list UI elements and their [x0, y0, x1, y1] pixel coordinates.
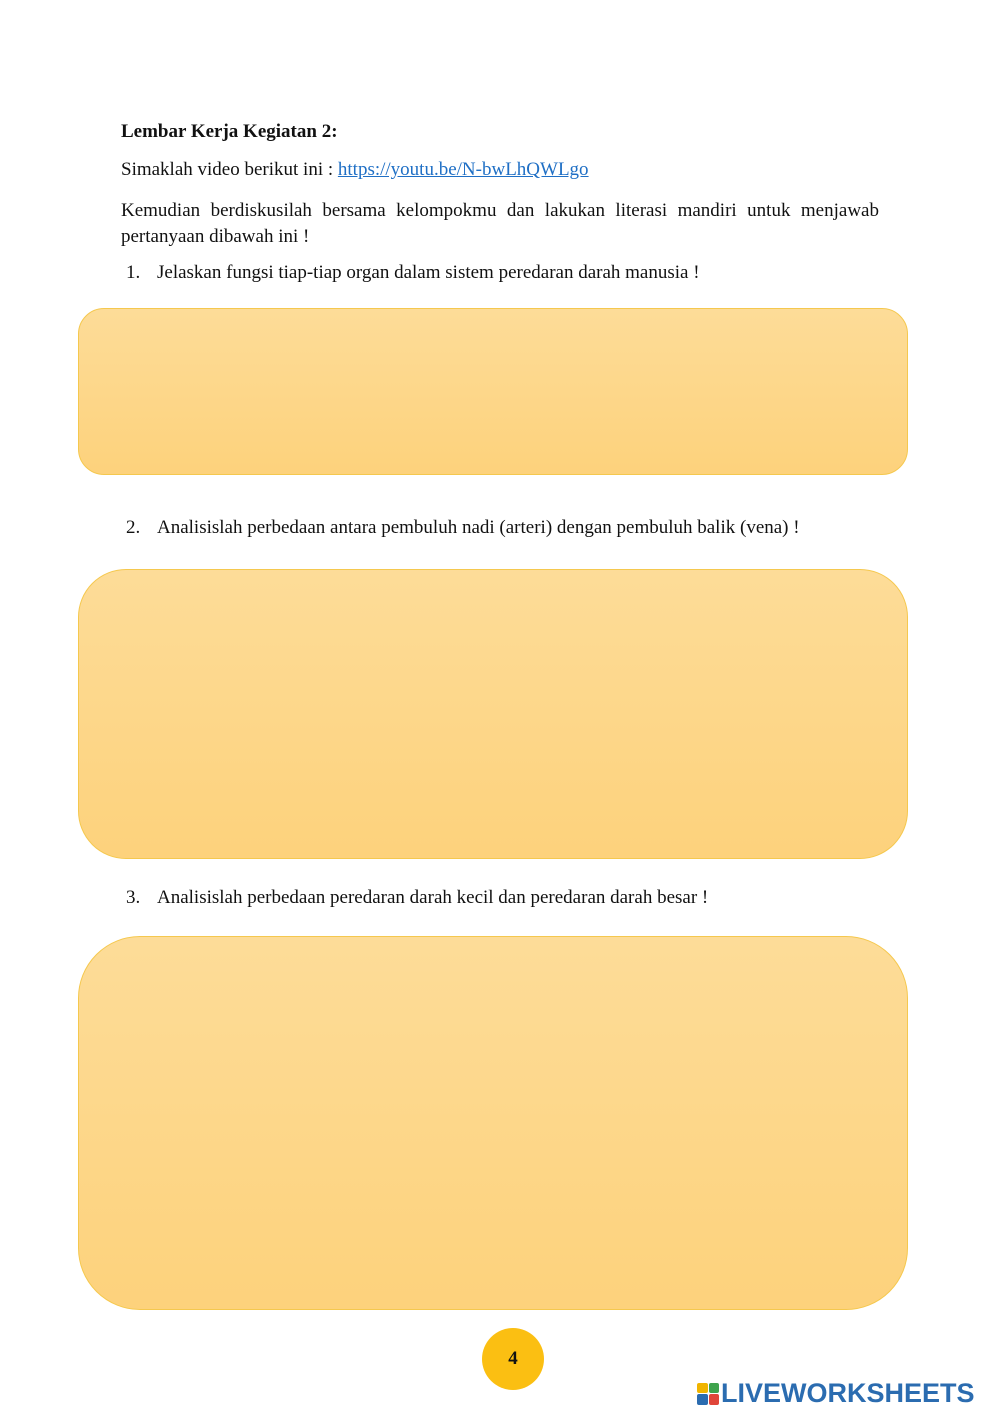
video-prefix: Simaklah video berikut ini : — [121, 159, 338, 180]
video-link[interactable]: https://youtu.be/N-bwLhQWLgo — [337, 159, 589, 180]
question-number: 2. — [126, 517, 141, 538]
liveworksheets-logo-icon — [697, 1383, 719, 1405]
question-3 — [126, 887, 708, 909]
question-number: 3. — [126, 887, 141, 908]
liveworksheets-logo — [697, 1378, 975, 1409]
discussion-instruction: Kemudian berdiskusilah bersama kelompokmu dan lakukan literasi mandiri untuk menjawab pertanyaan dibawah ini ! — [121, 200, 879, 247]
page-number-badge — [482, 1328, 544, 1390]
worksheet-title: Lembar Kerja Kegiatan 2: — [121, 121, 338, 142]
liveworksheets-brand-text: LIVEWORKSHEETS — [721, 1378, 975, 1408]
question-1 — [126, 262, 700, 284]
answer-box-3[interactable] — [78, 936, 908, 1310]
question-text: Jelaskan fungsi tiap-tiap organ dalam sistem peredaran darah manusia ! — [157, 262, 700, 283]
video-instruction — [121, 159, 589, 181]
question-2 — [126, 517, 800, 539]
question-text: Analisislah perbedaan peredaran darah kecil dan peredaran darah besar ! — [157, 887, 709, 908]
answer-box-2[interactable] — [78, 569, 908, 859]
page-number: 4 — [508, 1348, 518, 1369]
question-text: Analisislah perbedaan antara pembuluh nadi (arteri) dengan pembuluh balik (vena) ! — [157, 517, 800, 538]
answer-box-1[interactable] — [78, 308, 908, 475]
question-number: 1. — [126, 262, 141, 283]
